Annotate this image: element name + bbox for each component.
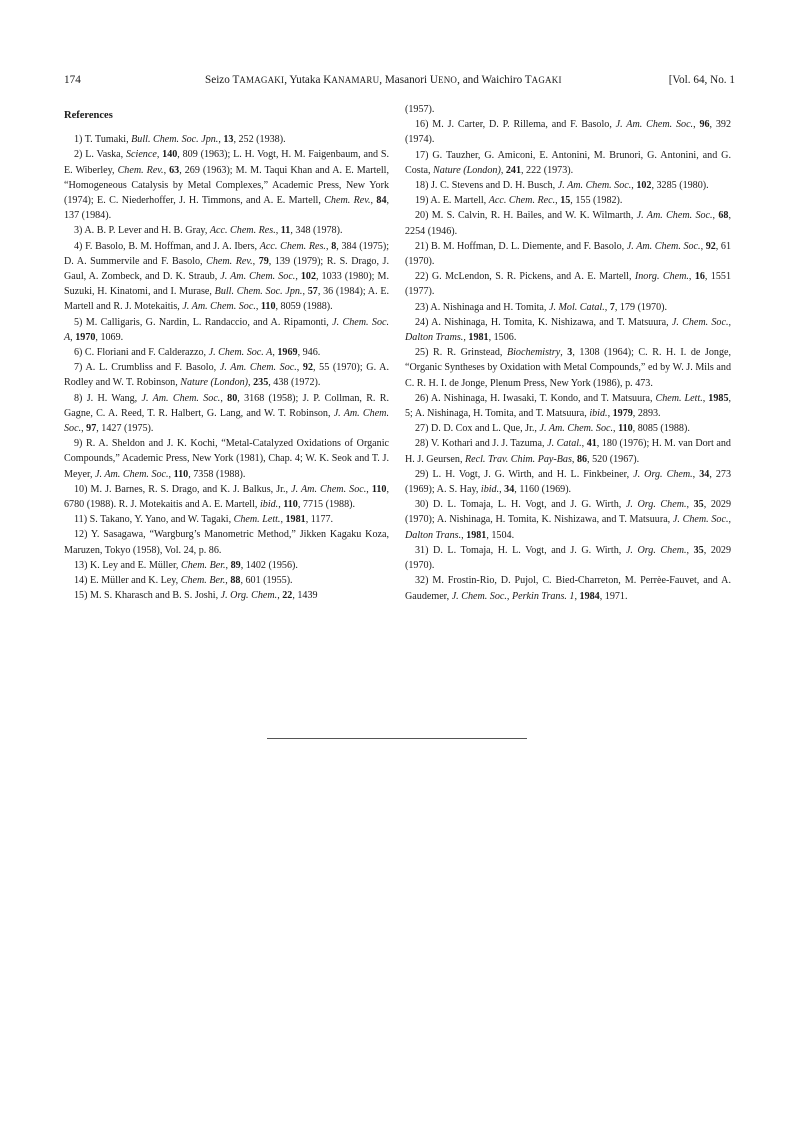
reference-item: 23) A. Nishinaga and H. Tomita, J. Mol. Catal., 7, 179 (1970).	[415, 301, 668, 313]
reference-item: 12) Y. Sasagawa, “Wargburg’s Manometric Method,” Jikken Kagaku Koza, Maruzen, Tokyo (1958), Vol. 24, p. 86.	[64, 529, 389, 556]
reference-item: 29) L. H. Vogt, J. G. Wirth, and H. L. Finkbeiner, J. Org. Chem., 34, 273 (1969); A. S. Hay, ibid., 34, 1160 (1969).	[405, 468, 731, 496]
references-heading: References	[64, 110, 113, 121]
author-name: Masanori UENO	[384, 74, 458, 86]
reference-item: 30) D. L. Tomaja, L. H. Vogt, and J. G. Wirth, J. Org. Chem., 35, 2029 (1970); A. Nishinaga, H. Tomita, K. Nishizawa, and T. Matsuura, J. Chem. Soc., Dalton Trans., 1981, 1504.	[405, 499, 732, 541]
reference-item: 7) A. L. Crumbliss and F. Basolo, J. Am. Chem. Soc., 92, 55 (1970); G. A. Rodley and W. T. Robinson, Nature (London), 235, 438 (1972).	[64, 362, 389, 389]
reference-continuation: (1957).	[405, 104, 435, 115]
reference-item: 15) M. S. Kharasch and B. S. Joshi, J. Org. Chem., 22, 1439	[74, 590, 318, 602]
reference-item: 16) M. J. Carter, D. P. Rillema, and F. Basolo, J. Am. Chem. Soc., 96, 392 (1974).	[405, 119, 732, 146]
reference-list-left	[64, 132, 389, 603]
reference-item: 26) A. Nishinaga, H. Iwasaki, T. Kondo, and T. Matsuura, Chem. Lett., 1985, 5; A. Nishinaga, H. Tomita, and T. Matsuura, ibid., 1979, 2893.	[405, 392, 732, 420]
references-column-left	[64, 102, 389, 604]
author-name: Seizo TAMAGAKI	[205, 74, 285, 86]
reference-item: 18) J. C. Stevens and D. H. Busch, J. Am. Chem. Soc., 102, 3285 (1980).	[415, 180, 709, 192]
references-column-right	[405, 102, 731, 604]
reference-item: 31) D. L. Tomaja, H. L. Vogt, and J. G. Wirth, J. Org. Chem., 35, 2029 (1970).	[405, 544, 732, 572]
reference-item: 24) A. Nishinaga, H. Tomita, K. Nishizawa, and T. Matsuura, J. Chem. Soc., Dalton Trams., 1981, 1506.	[405, 316, 731, 344]
running-header	[64, 72, 735, 88]
reference-item: 19) A. E. Martell, Acc. Chem. Rec., 15, 155 (1982).	[415, 195, 623, 207]
reference-item: 25) R. R. Grinstead, Biochemistry, 3, 1308 (1964); C. R. H. I. de Jonge, “Organic Syntheses by Oxidation with Metal Compounds,” ed by W. J. Mils and C. R. H. I. de Jonge, Plenum Press, New York (1986), p. 473.	[405, 347, 732, 389]
author-name: Yutaka KANAMARU	[289, 74, 380, 86]
reference-item: 10) M. J. Barnes, R. S. Drago, and K. J. Balkus, Jr., J. Am. Chem. Soc., 110, 6780 (1988). R. J. Motekaitis and A. E. Martell, ibid., 110, 7715 (1988).	[64, 483, 390, 511]
reference-item: 27) D. D. Cox and L. Que, Jr., J. Am. Chem. Soc., 110, 8085 (1988).	[415, 423, 690, 435]
reference-item: 32) M. Frostin-Rio, D. Pujol, C. Bied-Charreton, M. Perrèe-Fauvet, and A. Gaudemer, J. Chem. Soc., Perkin Trans. 1, 1984, 1971.	[405, 575, 731, 602]
reference-item: 6) C. Floriani and F. Calderazzo, J. Chem. Soc. A, 1969, 946.	[74, 347, 321, 359]
reference-item: 11) S. Takano, Y. Yano, and W. Tagaki, Chem. Lett., 1981, 1177.	[74, 514, 334, 526]
reference-item: 9) R. A. Sheldon and J. K. Kochi, “Metal-Catalyzed Oxidations of Organic Compounds,” Academic Press, New York (1981), Chap. 4; W. K. Seok and T. J. Meyer, J. Am. Chem. Soc., 110, 7358 (1988).	[64, 438, 389, 480]
reference-item: 28) V. Kothari and J. J. Tazuma, J. Catal., 41, 180 (1976); H. M. van Dort and H. J. Geursen, Recl. Trav. Chim. Pay-Bas, 86, 520 (1967).	[405, 438, 731, 465]
reference-item: 13) K. Ley and E. Müller, Chem. Ber., 89, 1402 (1956).	[74, 559, 298, 571]
reference-item: 2) L. Vaska, Science, 140, 809 (1963); L. H. Vogt, H. M. Faigenbaum, and S. E. Wiberley, Chem. Rev., 63, 269 (1963); M. M. Taqui Khan and A. E. Martell, “Homogeneous Catalysis by Metal Complexes,” Academic Press, New York (1974); E. C. Niederhoffer, J. H. Timmons, and A. E. Martell, Chem. Rev., 84, 137 (1984).	[64, 149, 390, 222]
reference-item: 17) G. Tauzher, G. Amiconi, E. Antonini, M. Brunori, G. Antonini, and G. Costa, Nature (London), 241, 222 (1973).	[405, 149, 731, 176]
running-head-authors: Seizo TAMAGAKI, Yutaka KANAMARU, Masanori UENO, and Waichiro TAGAKI	[205, 74, 562, 86]
author-name: Waichiro TAGAKI	[481, 74, 562, 86]
reference-item: 3) A. B. P. Lever and H. B. Gray, Acc. Chem. Res., 11, 348 (1978).	[74, 225, 343, 237]
reference-item: 20) M. S. Calvin, R. H. Bailes, and W. K. Wilmarth, J. Am. Chem. Soc., 68, 2254 (1946).	[405, 210, 731, 237]
reference-list-right	[405, 117, 731, 604]
volume-issue: [Vol. 64, No. 1	[668, 74, 735, 86]
reference-item: 21) B. M. Hoffman, D. L. Diemente, and F. Basolo, J. Am. Chem. Soc., 92, 61 (1970).	[405, 240, 732, 268]
reference-item: 8) J. H. Wang, J. Am. Chem. Soc., 80, 3168 (1958); J. P. Collman, R. R. Gagne, C. A. Reed, T. R. Halbert, G. Lang, and W. T. Robinson, J. Am. Chem. Soc., 97, 1427 (1975).	[64, 392, 390, 435]
reference-item: 4) F. Basolo, B. M. Hoffman, and J. A. Ibers, Acc. Chem. Res., 8, 384 (1975); D. A. Summervile and F. Basolo, Chem. Rev., 79, 139 (1979); R. S. Drago, J. Gaul, A. Zombeck, and D. K. Straub, J. Am. Chem. Soc., 102, 1033 (1980); M. Suzuki, H. Kinatomi, and I. Murase, Bull. Chem. Soc. Jpn., 57, 36 (1984); A. E. Martell and R. J. Motekaitis, J. Am. Chem. Soc., 110, 8059 (1988).	[64, 240, 390, 313]
page-number: 174	[64, 74, 81, 86]
reference-item: 5) M. Calligaris, G. Nardin, L. Randaccio, and A. Ripamonti, J. Chem. Soc. A, 1970, 1069.	[64, 316, 389, 343]
end-rule	[267, 738, 527, 739]
reference-item: 14) E. Müller and K. Ley, Chem. Ber., 88, 601 (1955).	[74, 575, 293, 587]
reference-item: 1) T. Tumaki, Bull. Chem. Soc. Jpn., 13, 252 (1938).	[74, 134, 286, 146]
reference-item: 22) G. McLendon, S. R. Pickens, and A. E. Martell, Inorg. Chem., 16, 1551 (1977).	[405, 271, 732, 298]
